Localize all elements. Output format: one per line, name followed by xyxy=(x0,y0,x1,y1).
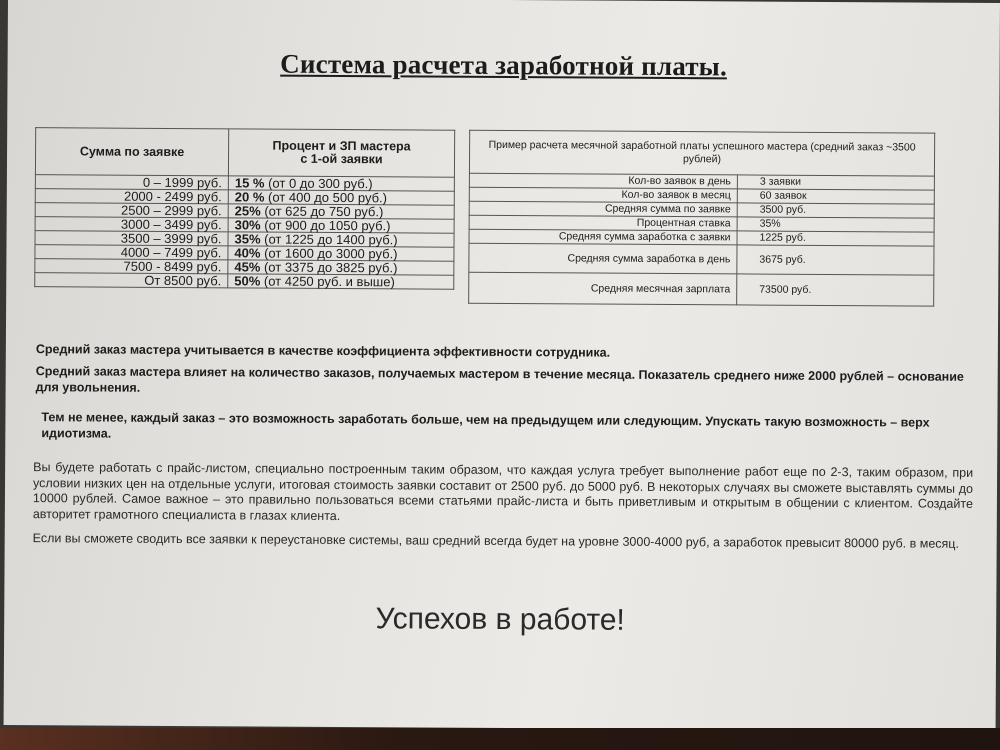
example-label: Средняя сумма по заявке xyxy=(469,201,737,217)
example-label: Кол-во заявок в месяц xyxy=(469,187,737,203)
rate-percent: 20 % xyxy=(234,189,265,205)
floor-background xyxy=(0,728,1000,750)
rate-range: 0 – 1999 руб. xyxy=(35,175,228,190)
example-value: 1225 руб. xyxy=(737,231,934,246)
example-label: Кол-во заявок в день xyxy=(469,173,737,189)
rate-percent: 15 % xyxy=(234,175,265,191)
table-header-row xyxy=(469,130,934,176)
paragraph-reinstall: Если вы сможете сводить все заявки к переустановке системы, ваш средний всегда будет на уровне 3000-4000 руб, а заработок превысит 80000 руб. в месяц. xyxy=(32,531,959,551)
rate-percent: 40% xyxy=(234,245,261,261)
paragraph-efficiency: Средний заказ мастера учитывается в качестве коэффициента эффективности сотрудника. xyxy=(35,342,611,360)
closing-wish: Успехов в работе! xyxy=(375,602,625,637)
header-sum: Сумма по заявке xyxy=(35,128,228,176)
example-label: Средняя месячная зарплата xyxy=(469,272,737,305)
example-value: 35% xyxy=(737,217,934,232)
rate-range: 4000 – 7499 руб. xyxy=(35,245,228,260)
paragraph-opportunity: Тем не менее, каждый заказ – это возможность заработать больше, чем на предыдущем или следующим. Упускать такую возможность – верх идиотизма. xyxy=(41,410,930,441)
rate-detail: (от 0 до 300 руб.) xyxy=(264,175,373,192)
rate-detail: (от 400 до 500 руб.) xyxy=(264,189,388,206)
salary-rates-table xyxy=(34,127,455,290)
header-percent-line1: Процент и ЗП мастера xyxy=(272,138,411,154)
table-row xyxy=(469,272,934,306)
example-value: 3500 руб. xyxy=(737,203,934,218)
paper-sheet xyxy=(4,0,1000,731)
rate-percent: 25% xyxy=(234,203,261,219)
example-value: 3 заявки xyxy=(737,175,934,190)
page-title: Система расчета заработной платы. xyxy=(280,48,728,82)
rate-range: 3000 – 3499 руб. xyxy=(35,217,228,232)
rate-range: 7500 - 8499 руб. xyxy=(35,259,228,274)
paragraph-order-count: Средний заказ мастера влияет на количество заказов, получаемых мастером в течение месяца. Показатель среднего ниже 2000 рублей – основание для увольнения. xyxy=(35,364,964,395)
example-label: Процентная ставка xyxy=(469,215,737,231)
rate-detail: (от 4250 руб. и выше) xyxy=(260,273,395,290)
example-value: 73500 руб. xyxy=(737,274,934,306)
table-header-row xyxy=(35,128,454,178)
paragraph-price-list: Вы будете работать с прайс-листом, специально построенным таким образом, что каждая услуга требует выполнение работ еще по 2-3, таким образом, при условии низких цен на отдельные услуги, итоговая стоимость заявки составит от 2500 руб. до 5000 руб. В некоторых случаях вы сможете выставлять суммы до 10000 рублей. Самое важное – это правильно пользоваться всеми статьями прайс-листа и быть приветливым и открытым в общении с клиентом. Создайте авторитет грамотного специалиста в глазах клиента. xyxy=(32,460,974,523)
rate-percent: 45% xyxy=(234,259,261,275)
rate-detail: (от 1600 до 3000 руб.) xyxy=(260,245,398,262)
example-value: 60 заявок xyxy=(737,189,934,204)
example-value: 3675 руб. xyxy=(737,245,934,275)
rate-range: 2000 - 2499 руб. xyxy=(35,189,228,204)
example-label: Средняя сумма заработка с заявки xyxy=(469,229,737,245)
rate-detail: (от 1225 до 1400 руб.) xyxy=(260,231,398,248)
rate-detail: (от 625 до 750 руб.) xyxy=(260,203,384,220)
table-row xyxy=(469,243,934,275)
rate-range: 3500 – 3999 руб. xyxy=(35,231,228,246)
rate-detail: (от 900 до 1050 руб.) xyxy=(260,217,391,234)
rate-detail: (от 3375 до 3825 руб.) xyxy=(260,259,398,276)
rate-percent: 30% xyxy=(234,217,261,233)
example-label: Средняя сумма заработка в день xyxy=(469,243,737,274)
header-percent xyxy=(228,129,454,177)
rate-percent-cell xyxy=(228,274,454,289)
rate-range: 2500 – 2999 руб. xyxy=(35,203,228,218)
rate-range: От 8500 руб. xyxy=(35,273,228,288)
rate-percent: 35% xyxy=(234,231,261,247)
rate-percent: 50% xyxy=(234,273,261,289)
example-header: Пример расчета месячной заработной платы успешного мастера (средний заказ ~3500 рублей) xyxy=(469,130,934,176)
salary-example-table xyxy=(468,130,935,307)
header-percent-line2: с 1-ой заявки xyxy=(300,151,383,167)
table-row xyxy=(35,273,454,290)
